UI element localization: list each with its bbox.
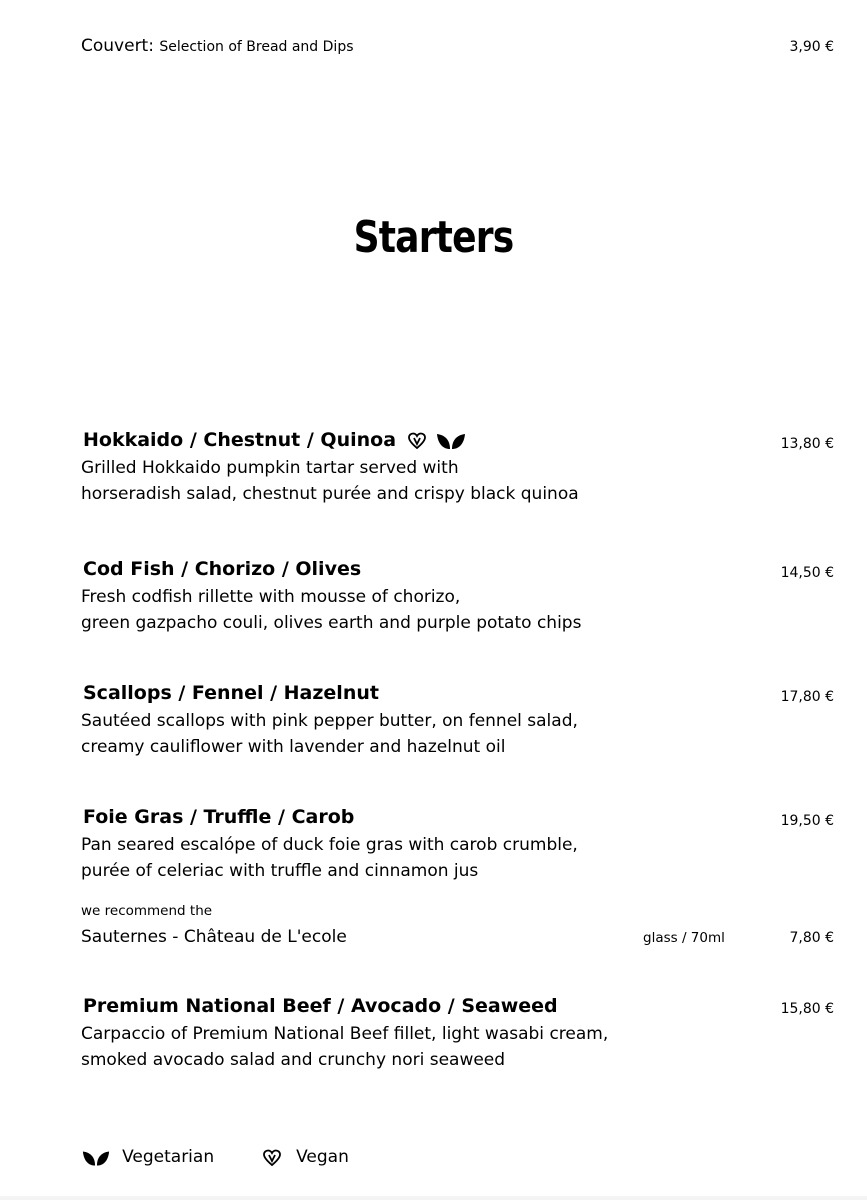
page-bottom-edge <box>0 1196 867 1200</box>
dish-description <box>81 708 578 760</box>
dish-description <box>81 584 581 636</box>
dish-price: 15,80 € <box>780 1001 834 1017</box>
couvert-price: 3,90 € <box>789 39 834 55</box>
couvert-line <box>81 36 354 56</box>
vegan-icon <box>261 1148 283 1168</box>
dish-description-line: Pan seared escalópe of duck foie gras with carob crumble, <box>81 835 578 855</box>
legend-vegan <box>261 1147 349 1168</box>
dish-name-text: Hokkaido / Chestnut / Quinoa <box>83 429 397 451</box>
legend-vegan-label: Vegan <box>296 1147 349 1167</box>
wine-size: glass / 70ml <box>643 930 725 946</box>
dish-description-line: purée of celeriac with truffle and cinnamon jus <box>81 861 479 881</box>
dish-description-line: creamy cauliflower with lavender and hazelnut oil <box>81 737 506 757</box>
legend-vegetarian <box>81 1147 214 1168</box>
section-title: Starters <box>353 212 514 263</box>
dish-description <box>81 832 578 884</box>
wine-name: Sauternes - Château de L'ecole <box>81 927 347 947</box>
vegetarian-icon <box>81 1148 111 1168</box>
dish-price: 14,50 € <box>780 565 834 581</box>
dish-description-line: Fresh codfish rillette with mousse of chorizo, <box>81 587 461 607</box>
dish-name: Cod Fish / Chorizo / Olives <box>83 558 362 580</box>
dish-description-line: Sautéed scallops with pink pepper butter, on fennel salad, <box>81 711 578 731</box>
dish-description-line: Grilled Hokkaido pumpkin tartar served with <box>81 458 459 478</box>
vegetarian-icon <box>435 431 467 451</box>
dish-name: Foie Gras / Truffle / Carob <box>83 806 355 828</box>
dish-price: 13,80 € <box>780 436 834 452</box>
dish-description-line: horseradish salad, chestnut purée and crispy black quinoa <box>81 484 579 504</box>
legend-vegetarian-label: Vegetarian <box>122 1147 215 1167</box>
dish-name: Scallops / Fennel / Hazelnut <box>83 682 379 704</box>
dish-name <box>83 429 467 451</box>
dish-description <box>81 1021 608 1073</box>
dish-price: 17,80 € <box>780 689 834 705</box>
dish-description-line: smoked avocado salad and crunchy nori seaweed <box>81 1050 506 1070</box>
couvert-description: Selection of Bread and Dips <box>159 39 354 55</box>
vegan-icon <box>407 431 427 451</box>
dish-price: 19,50 € <box>780 813 834 829</box>
dish-description <box>81 455 579 507</box>
couvert-label: Couvert: <box>81 36 154 56</box>
dish-description-line: green gazpacho couli, olives earth and purple potato chips <box>81 613 582 633</box>
dish-name: Premium National Beef / Avocado / Seaweed <box>83 995 558 1017</box>
wine-price: 7,80 € <box>789 930 834 946</box>
dish-description-line: Carpaccio of Premium National Beef fillet, light wasabi cream, <box>81 1024 609 1044</box>
wine-intro: we recommend the <box>81 903 213 919</box>
